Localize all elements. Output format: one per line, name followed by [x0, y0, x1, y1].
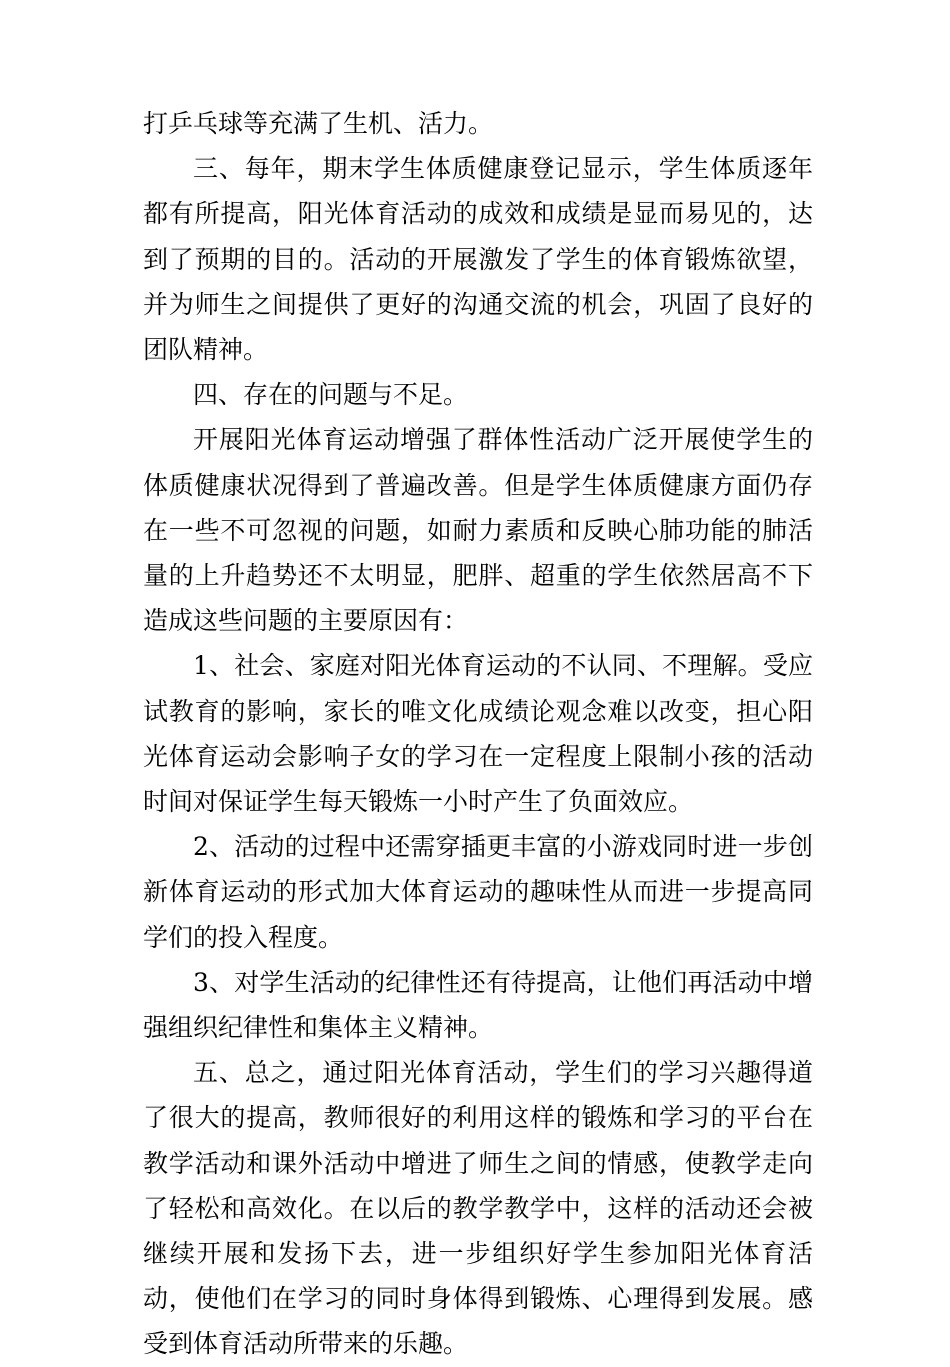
document-body	[143, 101, 813, 1367]
paragraph-section-four-heading: 四、存在的问题与不足。	[193, 380, 469, 410]
paragraph-item-3: 3、对学生活动的纪律性还有待提高，让他们再活动中增强组织纪律性和集体主义精神。	[143, 967, 813, 1043]
paragraph-section-five: 五、总之，通过阳光体育活动，学生们的学习兴趣得道了很大的提高，教师很好的利用这样的锻炼和学习的平台在教学活动和课外活动中增进了师生之间的情感，使教学走向了轻松和高效化。在以后的教学教学中，这样的活动还会被继续开展和发扬下去，进一步组织好学生参加阳光体育活动，使他们在学习的同时身体得到锻炼、心理得到发展。感受到体育活动所带来的乐趣。	[143, 1058, 813, 1359]
paragraph-item-1: 1、社会、家庭对阳光体育运动的不认同、不理解。受应试教育的影响，家长的唯文化成绩论观念难以改变，担心阳光体育运动会影响子女的学习在一定程度上限制小孩的活动时间对保证学生每天锻炼一小时产生了负面效应。	[143, 651, 813, 817]
paragraph-item-2: 2、活动的过程中还需穿插更丰富的小游戏同时进一步创新体育运动的形式加大体育运动的趣味性从而进一步提高同学们的投入程度。	[143, 832, 813, 952]
paragraph-problems-intro: 开展阳光体育运动增强了群体性活动广泛开展使学生的体质健康状况得到了普遍改善。但是学生体质健康方面仍存在一些不可忽视的问题，如耐力素质和反映心肺功能的肺活量的上升趋势还不太明显，肥胖、超重的学生依然居高不下造成这些问题的主要原因有：	[143, 425, 813, 636]
paragraph-section-three: 三、每年，期末学生体质健康登记显示，学生体质逐年都有所提高，阳光体育活动的成效和成绩是显而易见的，达到了预期的目的。活动的开展激发了学生的体育锻炼欲望，并为师生之间提供了更好的沟通交流的机会，巩固了良好的团队精神。	[143, 154, 813, 365]
paragraph-continuation: 打乒乓球等充满了生机、活力。	[143, 109, 494, 138]
